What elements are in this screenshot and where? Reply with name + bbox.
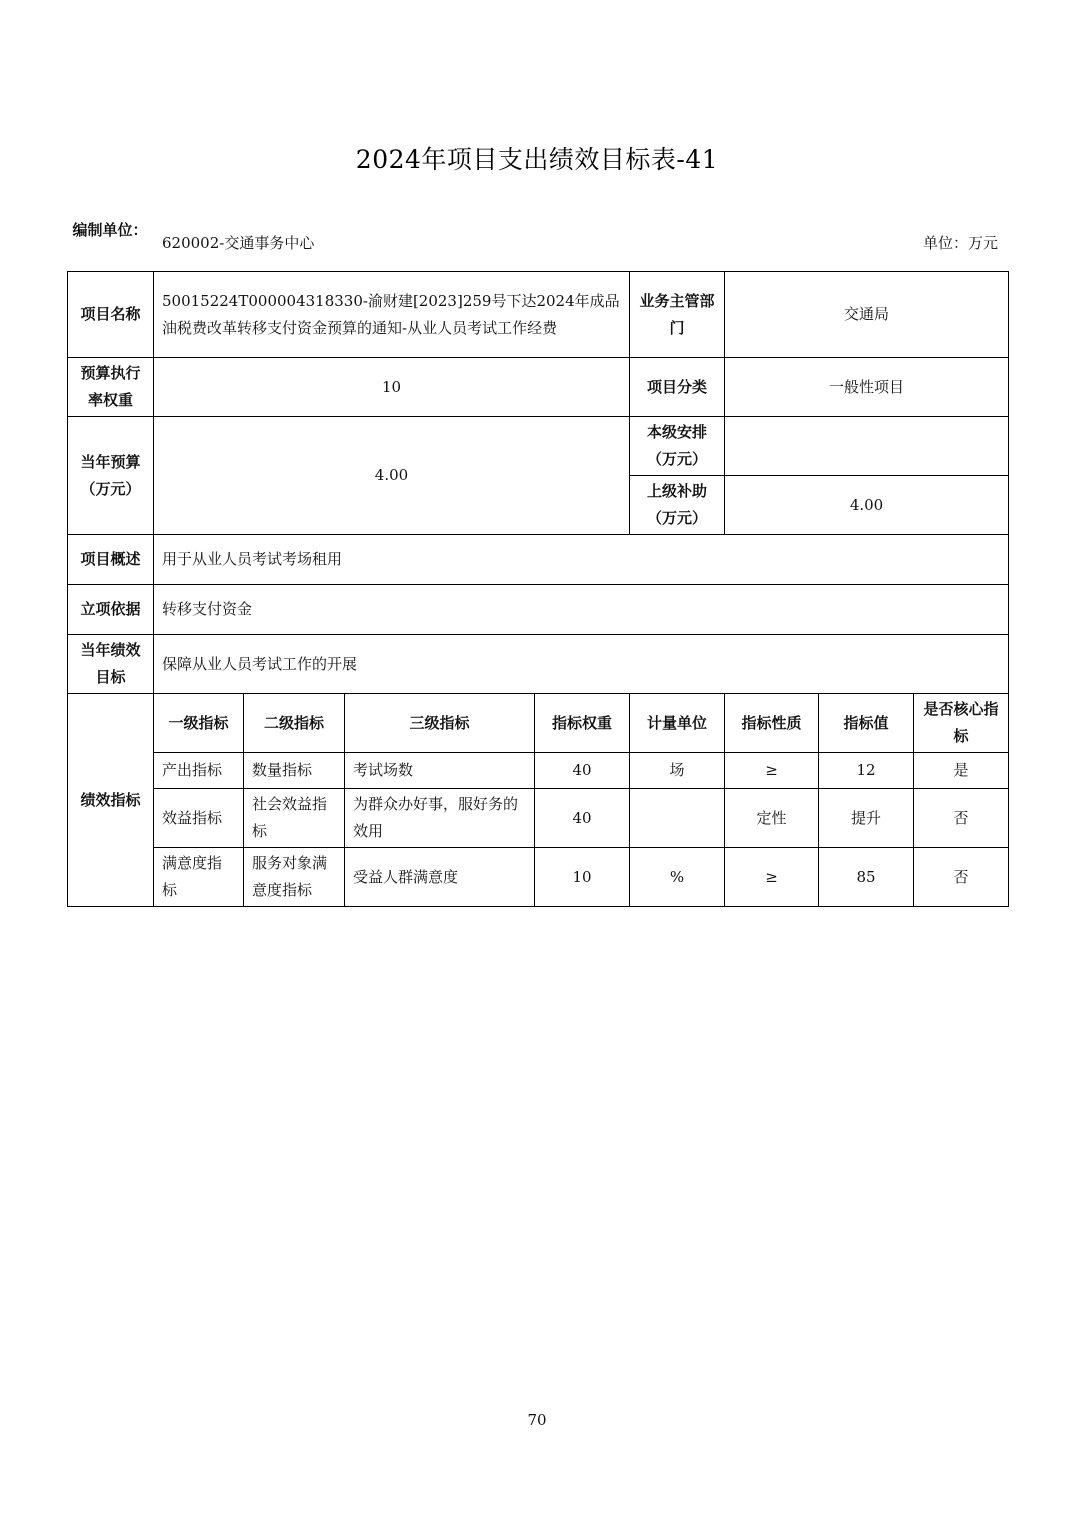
value-cell: 12: [819, 753, 914, 789]
level2-cell: 数量指标: [244, 753, 345, 789]
core-cell: 是: [914, 753, 1009, 789]
basis-value: 转移支付资金: [154, 585, 1009, 635]
budget-label: 当年预算（万元）: [68, 417, 154, 535]
nature-cell: ≥: [725, 753, 819, 789]
header-cell: 一级指标: [154, 694, 244, 753]
table-row: [68, 789, 1009, 848]
nature-cell: ≥: [725, 848, 819, 907]
core-cell: 否: [914, 789, 1009, 848]
unit-cell: 场: [630, 753, 725, 789]
rate-value: 10: [154, 358, 630, 417]
unit-value: 620002-交通事务中心: [162, 234, 315, 252]
project-name-value: 50015224T000004318330-渝财建[2023]259号下达2024年成品油税费改革转移支付资金预算的通知-从业人员考试工作经费: [154, 272, 630, 358]
local-value: [725, 417, 1009, 476]
row-basis: [68, 585, 1009, 635]
overview-label: 项目概述: [68, 535, 154, 585]
level3-cell: 考试场数: [345, 753, 535, 789]
level3-cell: 为群众办好事，服好务的效用: [345, 789, 535, 848]
nature-cell: 定性: [725, 789, 819, 848]
rate-label: 预算执行率权重: [68, 358, 154, 417]
level1-cell: 满意度指标: [154, 848, 244, 907]
unit-row: [67, 218, 1008, 270]
weight-cell: 40: [535, 789, 630, 848]
value-cell: 85: [819, 848, 914, 907]
row-overview: [68, 535, 1009, 585]
level3-cell: 受益人群满意度: [345, 848, 535, 907]
goal-value: 保障从业人员考试工作的开展: [154, 635, 1009, 694]
value-cell: 提升: [819, 789, 914, 848]
category-label: 项目分类: [630, 358, 725, 417]
category-value: 一般性项目: [725, 358, 1009, 417]
weight-cell: 10: [535, 848, 630, 907]
header-cell: 二级指标: [244, 694, 345, 753]
core-cell: 否: [914, 848, 1009, 907]
basis-label: 立项依据: [68, 585, 154, 635]
level1-cell: 产出指标: [154, 753, 244, 789]
upper-label: 上级补助（万元）: [630, 476, 725, 535]
row-budget: [68, 417, 1009, 476]
header-cell: 指标值: [819, 694, 914, 753]
row-goal: [68, 635, 1009, 694]
unit-label: 编制单位：: [72, 221, 148, 239]
header-cell: 指标权重: [535, 694, 630, 753]
level2-cell: 服务对象满意度指标: [244, 848, 345, 907]
weight-cell: 40: [535, 753, 630, 789]
row-project-name: [68, 272, 1009, 358]
page-number: 70: [527, 1411, 547, 1429]
indicators-label: 绩效指标: [68, 694, 154, 907]
row-rate: [68, 358, 1009, 417]
indicator-header-row: [68, 694, 1009, 753]
table-row: [68, 753, 1009, 789]
header-cell: 是否核心指标: [914, 694, 1009, 753]
overview-value: 用于从业人员考试考场租用: [154, 535, 1009, 585]
performance-target-table: [67, 271, 1009, 907]
level1-cell: 效益指标: [154, 789, 244, 848]
unit-cell: %: [630, 848, 725, 907]
currency-unit: 单位：万元: [922, 234, 998, 252]
header-cell: 三级指标: [345, 694, 535, 753]
level2-cell: 社会效益指标: [244, 789, 345, 848]
dept-label: 业务主管部门: [630, 272, 725, 358]
dept-value: 交通局: [725, 272, 1009, 358]
header-cell: 指标性质: [725, 694, 819, 753]
goal-label: 当年绩效目标: [68, 635, 154, 694]
upper-value: 4.00: [725, 476, 1009, 535]
page-title: 2024年项目支出绩效目标表-41: [355, 145, 719, 174]
table-row: [68, 848, 1009, 907]
budget-value: 4.00: [154, 417, 630, 535]
unit-cell: [630, 789, 725, 848]
project-name-label: 项目名称: [68, 272, 154, 358]
local-label: 本级安排（万元）: [630, 417, 725, 476]
header-cell: 计量单位: [630, 694, 725, 753]
